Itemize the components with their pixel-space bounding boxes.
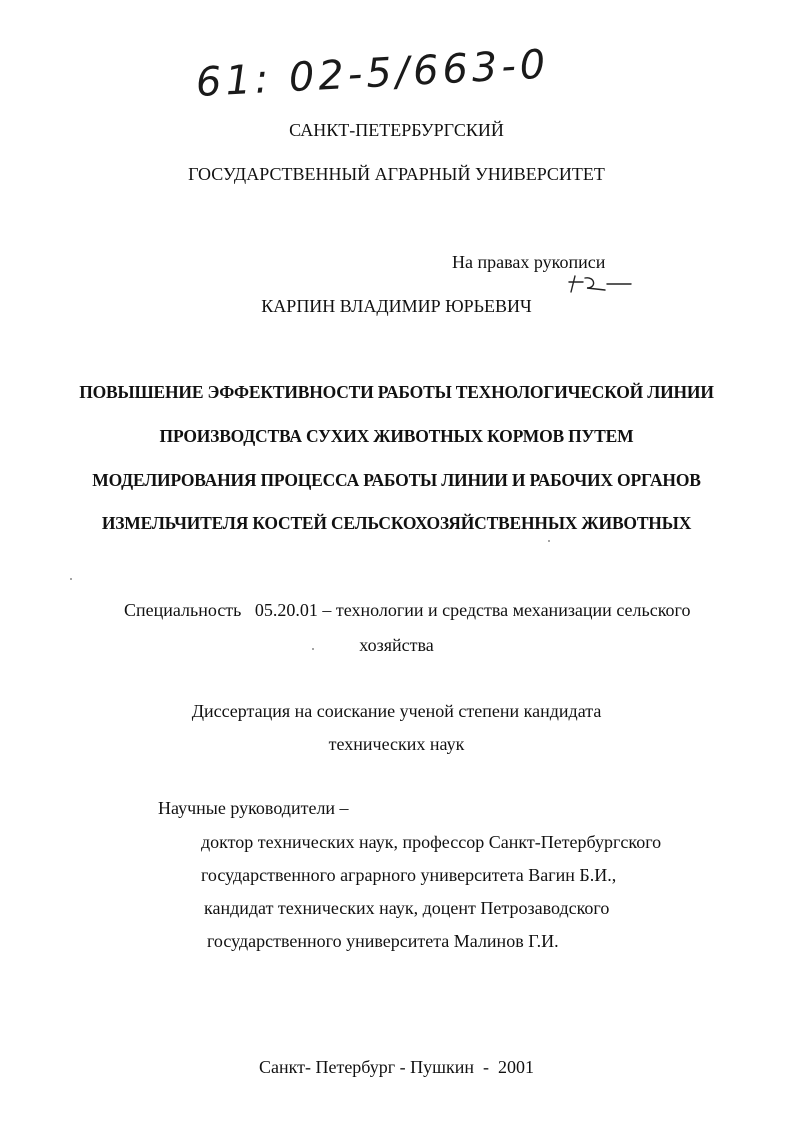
university-line-1: САНКТ-ПЕТЕРБУРГСКИЙ	[289, 120, 504, 140]
specialty-line-2: хозяйства	[359, 635, 434, 655]
supervisor-line-2: государственного аграрного университета Вагин Б.И.,	[201, 865, 617, 885]
title-line-3: МОДЕЛИРОВАНИЯ ПРОЦЕССА РАБОТЫ ЛИНИИ И РАБОЧИХ ОРГАНОВ	[92, 470, 701, 490]
supervisors-heading: Научные руководители –	[158, 798, 349, 818]
specialty-line-1: Специальность 05.20.01 – технологии и средства механизации сельского	[124, 600, 691, 620]
place-year: Санкт- Петербург - Пушкин - 2001	[258, 1057, 535, 1077]
signature-mark	[565, 272, 635, 296]
scan-speck	[70, 578, 72, 580]
title-line-4: ИЗМЕЛЬЧИТЕЛЯ КОСТЕЙ СЕЛЬСКОХОЗЯЙСТВЕННЫХ ЖИВОТНЫХ	[101, 513, 692, 533]
supervisor-line-1: доктор технических наук, профессор Санкт-Петербургского	[201, 832, 662, 852]
manuscript-rights: На правах рукописи	[452, 252, 606, 272]
supervisor-line-4: государственного университета Малинов Г.И.	[207, 931, 559, 951]
scan-speck	[312, 648, 314, 650]
degree-line-2: технических наук	[328, 734, 465, 754]
title-line-2: ПРОИЗВОДСТВА СУХИХ ЖИВОТНЫХ КОРМОВ ПУТЕМ	[159, 426, 634, 446]
university-line-2: ГОСУДАРСТВЕННЫЙ АГРАРНЫЙ УНИВЕРСИТЕТ	[188, 164, 605, 184]
supervisor-line-3: кандидат технических наук, доцент Петрозаводского	[204, 898, 610, 918]
title-line-1: ПОВЫШЕНИЕ ЭФФЕКТИВНОСТИ РАБОТЫ ТЕХНОЛОГИЧЕСКОЙ ЛИНИИ	[79, 382, 714, 402]
author-name: КАРПИН ВЛАДИМИР ЮРЬЕВИЧ	[261, 296, 532, 316]
handwritten-catalog-number: 61: 02-5/663-0	[194, 41, 551, 106]
degree-line-1: Диссертация на соискание ученой степени кандидата	[191, 701, 602, 721]
scan-speck	[548, 540, 550, 542]
